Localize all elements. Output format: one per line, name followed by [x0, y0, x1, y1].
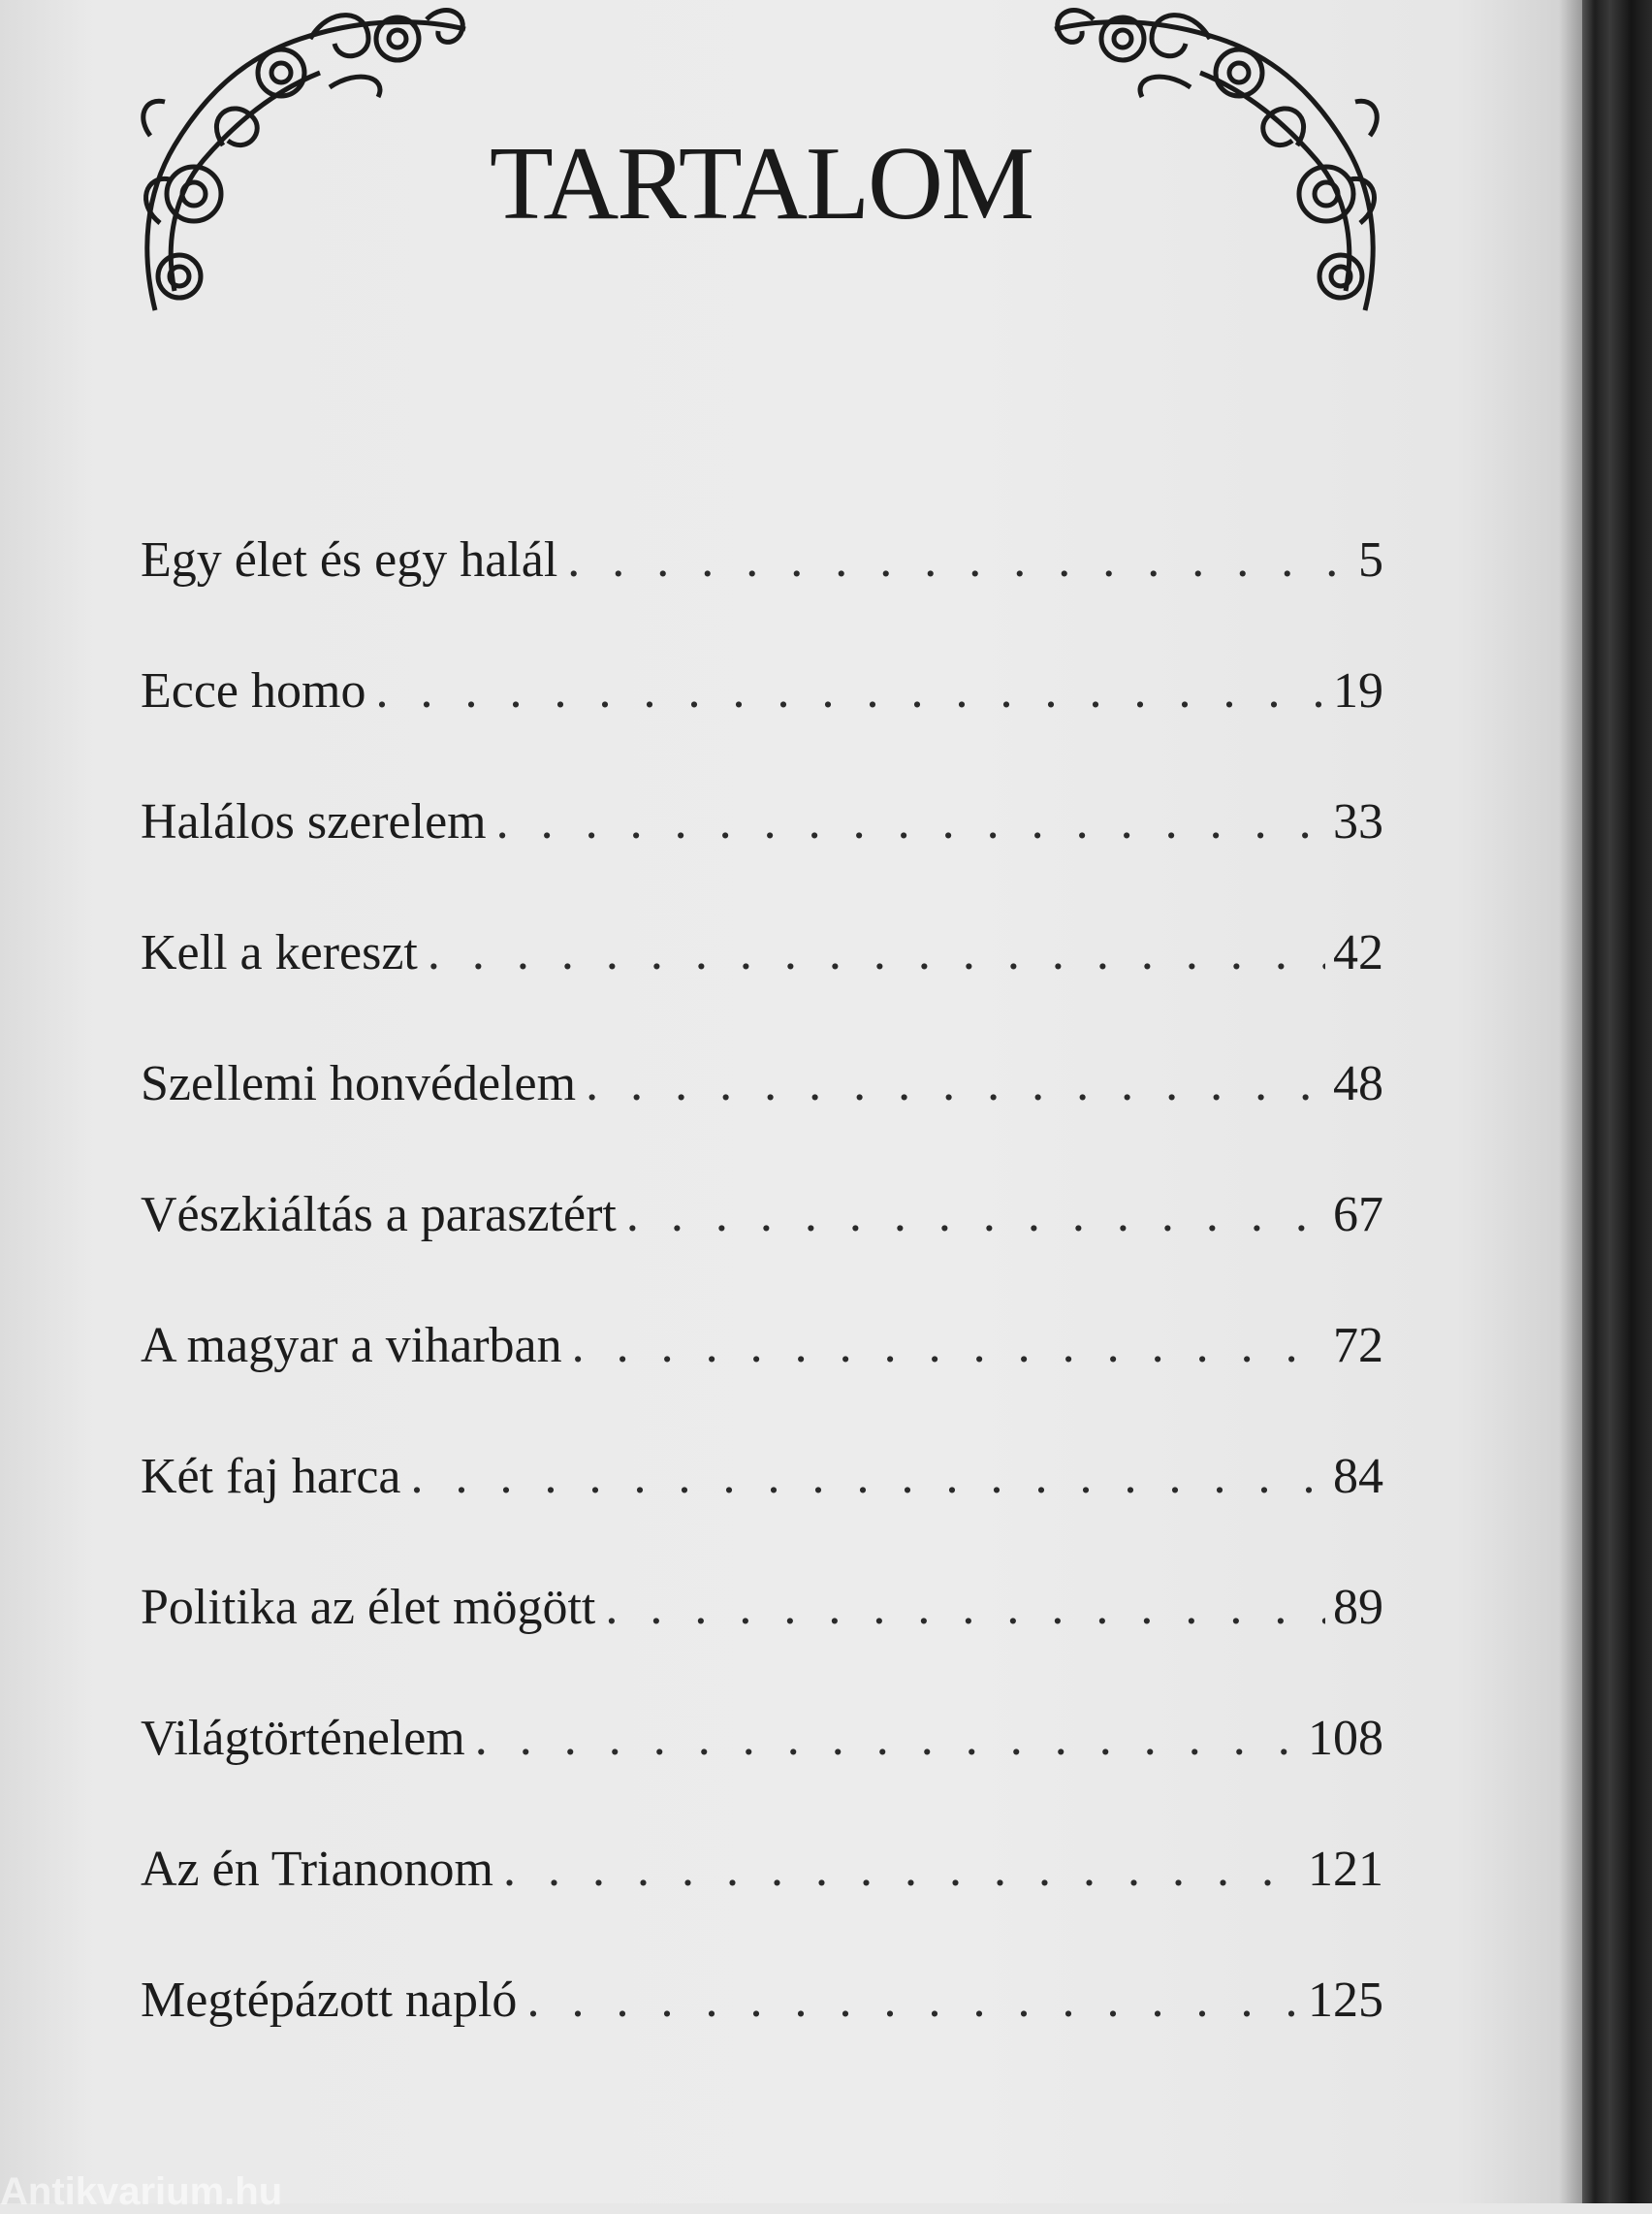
toc-entry-page: 72: [1333, 1318, 1383, 1373]
toc-entry-page: 48: [1333, 1056, 1383, 1111]
toc-entry-page: 67: [1333, 1187, 1383, 1242]
toc-entry[interactable]: [141, 793, 1383, 924]
toc-entry[interactable]: [141, 1972, 1383, 2102]
dot-leader: [410, 1448, 1325, 1505]
toc-entry[interactable]: [141, 1055, 1383, 1186]
dot-leader: [572, 1317, 1325, 1374]
dot-leader: [496, 793, 1325, 850]
dot-leader: [605, 1579, 1325, 1636]
dot-leader: [475, 1710, 1300, 1767]
toc-entry[interactable]: [141, 1579, 1383, 1710]
dot-leader: [567, 531, 1337, 589]
toc-entry-title: Két faj harca: [141, 1449, 401, 1504]
toc-entry[interactable]: [141, 1841, 1383, 1972]
toc-entry-title: Az én Trianonom: [141, 1842, 493, 1897]
toc-entry-title: Világtörténelem: [141, 1711, 465, 1766]
dot-leader: [375, 662, 1325, 720]
toc-entry[interactable]: [141, 1710, 1383, 1841]
toc-entry-page: 42: [1333, 925, 1383, 980]
toc-entry[interactable]: [141, 1448, 1383, 1579]
dot-leader: [626, 1186, 1325, 1243]
toc-entry-title: Vészkiáltás a parasztért: [141, 1187, 617, 1242]
table-of-contents: [141, 531, 1383, 2102]
toc-entry-page: 84: [1333, 1449, 1383, 1504]
toc-entry[interactable]: [141, 924, 1383, 1055]
dot-leader: [526, 1972, 1300, 2029]
toc-entry[interactable]: [141, 531, 1383, 662]
toc-entry-title: Egy élet és egy halál: [141, 532, 558, 588]
toc-entry[interactable]: [141, 662, 1383, 793]
dot-leader: [586, 1055, 1325, 1112]
toc-entry-page: 89: [1333, 1580, 1383, 1635]
toc-entry[interactable]: [141, 1317, 1383, 1448]
page-gutter-shadow: [1559, 0, 1584, 2203]
dot-leader: [428, 924, 1325, 981]
toc-entry[interactable]: [141, 1186, 1383, 1317]
book-spine: [1582, 0, 1652, 2203]
toc-entry-title: A magyar a viharban: [141, 1318, 562, 1373]
toc-entry-title: Politika az élet mögött: [141, 1580, 596, 1635]
toc-entry-page: 5: [1358, 532, 1383, 588]
toc-entry-page: 33: [1333, 794, 1383, 850]
toc-entry-title: Ecce homo: [141, 663, 366, 719]
toc-entry-title: Kell a kereszt: [141, 925, 418, 980]
toc-entry-title: Megtépázott napló: [141, 1973, 518, 2028]
toc-entry-page: 121: [1308, 1842, 1383, 1897]
page-title: TARTALOM: [489, 126, 1033, 241]
dot-leader: [503, 1841, 1300, 1898]
toc-entry-page: 125: [1308, 1973, 1383, 2028]
toc-entry-page: 108: [1308, 1711, 1383, 1766]
watermark: Antikvarium.hu: [0, 2170, 283, 2213]
toc-entry-title: Halálos szerelem: [141, 794, 487, 850]
toc-entry-title: Szellemi honvédelem: [141, 1056, 577, 1111]
toc-entry-page: 19: [1333, 663, 1383, 719]
